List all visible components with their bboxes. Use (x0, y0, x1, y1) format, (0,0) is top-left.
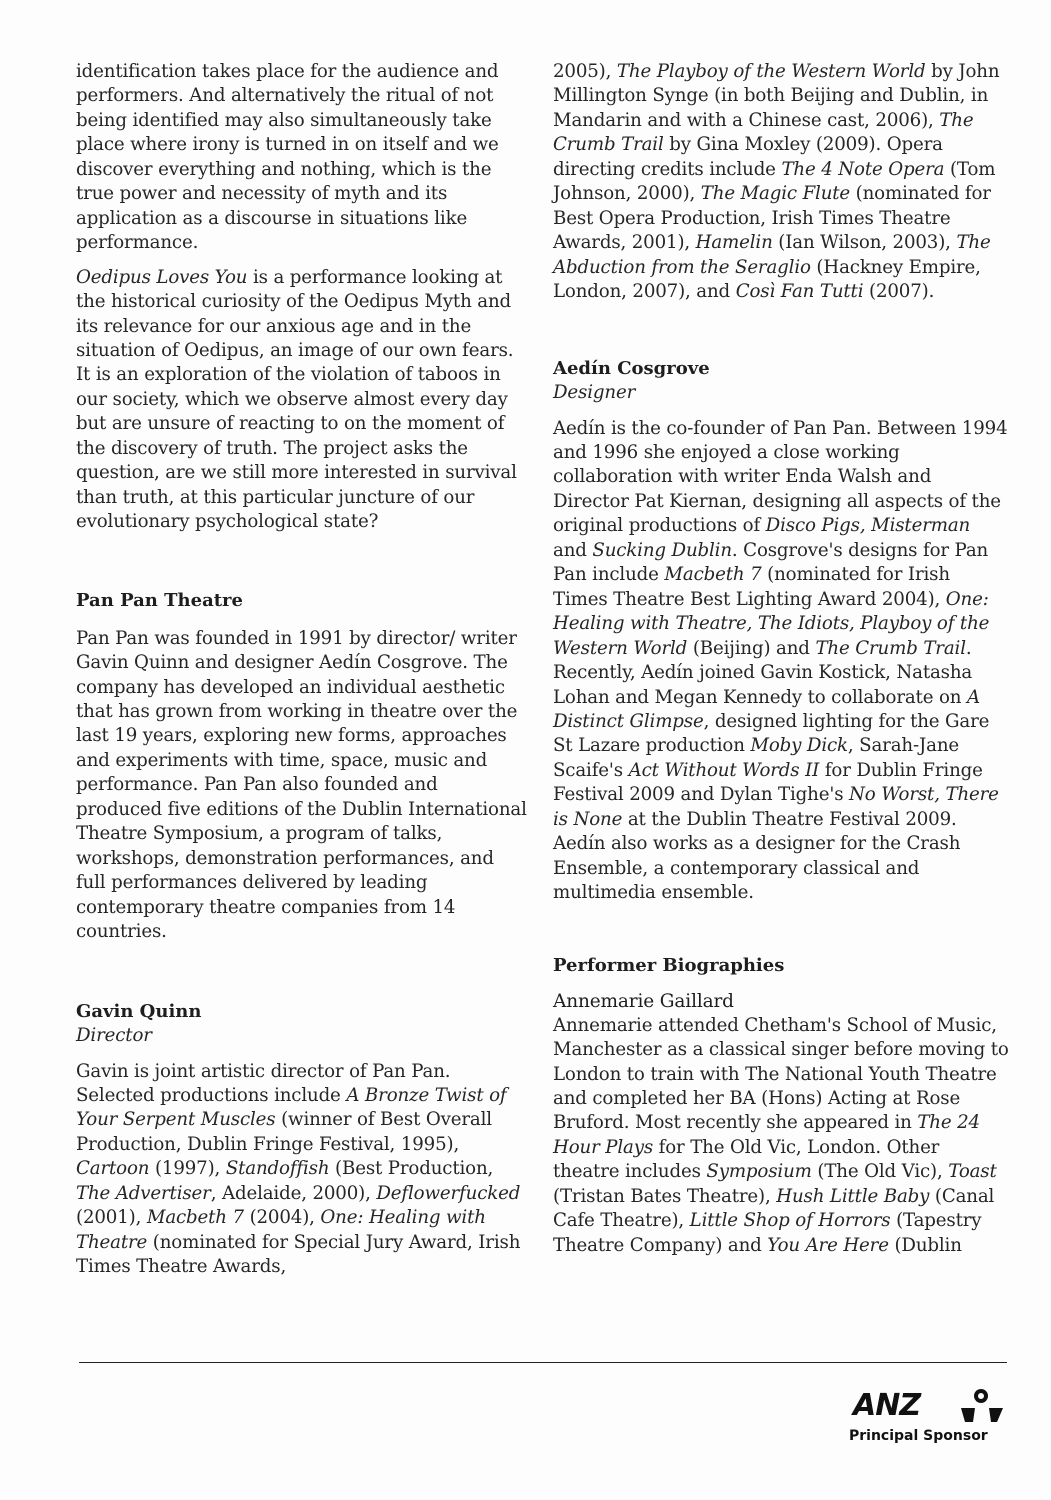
gavin-quinn-bio-continued: 2005), The Playboy of the Western World by John Millington Synge (in both Beijing and Dublin, in Mandarin and with a Chinese cast, 2006), The Crumb Trail by Gina Moxley (2009). Opera directing credits include The 4 Note Opera (Tom Johnson, 2000), The Magic Flute (nominated for Best Opera Production, Irish Times Theatre Awards, 2001), Hamelin (Ian Wilson, 2003), The Abduction from the Seraglio (Hackney Empire, London, 2007), and Così Fan Tutti (2007). (553, 61, 1000, 303)
gavin-quinn-heading: Gavin Quinn (76, 1000, 202, 1022)
pan-pan-heading: Pan Pan Theatre (76, 589, 243, 611)
sponsor-logo (845, 1388, 1015, 1463)
principal-sponsor-label: Principal Sponsor (849, 1428, 988, 1444)
anz-people-icon (955, 1388, 1011, 1428)
oedipus-paragraph: Oedipus Loves You is a performance looking at the historical curiosity of the Oedipus Myth and its relevance for our anxious age and in the situation of Oedipus, an image of our own fears. It is an exploration of the violation of taboos in our society, which we observe almost every day but are unsure of reacting to on the moment of the discovery of truth. The project asks the question, are we still more interested in survival than truth, at this particular juncture of our evolutionary psychological state? (76, 266, 517, 533)
aedin-cosgrove-bio: Aedín is the co-founder of Pan Pan. Between 1994 and 1996 she enjoyed a close working collaboration with writer Enda Walsh and Director Pat Kiernan, designing all aspects of the original productions of Disco Pigs, Misterman and Sucking Dublin. Cosgrove's designs for Pan Pan include Macbeth 7 (nominated for Irish Times Theatre Best Lighting Award 2004), One: Healing with Theatre, The Idiots, Playboy of the Western World (Beijing) and The Crumb Trail. Recently, Aedín joined Gavin Kostick, Natasha Lohan and Megan Kennedy to collaborate on A Distinct Glimpse, designed lighting for the Gare St Lazare production Moby Dick, Sarah-Jane Scaife's Act Without Words II for Dublin Fringe Festival 2009 and Dylan Tighe's No Worst, There is None at the Dublin Theatre Festival 2009. Aedín also works as a designer for the Crash Ensemble, a contemporary classical and multimedia ensemble. (553, 417, 1008, 904)
aedin-cosgrove-heading: Aedín Cosgrove (553, 357, 710, 379)
right-column (553, 60, 1009, 1258)
annemarie-gaillard-heading: Annemarie Gaillard (553, 990, 734, 1012)
annemarie-gaillard-bio: Annemarie attended Chetham's School of Music, Manchester as a classical singer before moving to London to train with The National Youth Theatre and completed her BA (Hons) Acting at Rose Bruford. Most recently she appeared in The 24 Hour Plays for The Old Vic, London. Other theatre includes Symposium (The Old Vic), Toast (Tristan Bates Theatre), Hush Little Baby (Canal Cafe Theatre), Little Shop of Horrors (Tapestry Theatre Company) and You Are Here (Dublin (553, 1014, 1009, 1256)
left-column (76, 60, 528, 1280)
pan-pan-body: Pan Pan was founded in 1991 by director/ writer Gavin Quinn and designer Aedín Cosgrove. The company has developed an individual aesthetic that has grown from working in theatre over the last 19 years, exploring new forms, approaches and experiments with time, space, music and performance. Pan Pan also founded and produced five editions of the Dublin International Theatre Symposium, a program of talks, workshops, demonstration performances, and full performances delivered by leading contemporary theatre companies from 14 countries. (76, 627, 527, 943)
aedin-cosgrove-role: Designer (553, 381, 636, 403)
footer-divider (79, 1362, 1007, 1363)
performer-biographies-heading: Performer Biographies (553, 954, 785, 976)
intro-paragraph: identification takes place for the audience and performers. And alternatively the ritual of not being identified may also simultaneously take place where irony is turned in on itself and we discover everything and nothing, which is the true power and necessity of myth and its application as a discourse in situations like performance. (76, 61, 499, 254)
gavin-quinn-role: Director (76, 1024, 152, 1046)
play-title: Oedipus Loves You (76, 266, 248, 288)
anz-logo-text: ANZ (853, 1388, 921, 1423)
gavin-quinn-bio: Gavin is joint artistic director of Pan Pan. Selected productions include A Bronze Twist of Your Serpent Muscles (winner of Best Overall Production, Dublin Fringe Festival, 1995), Cartoon (1997), Standoffish (Best Production, The Advertiser, Adelaide, 2000), Deflowerfucked (2001), Macbeth 7 (2004), One: Healing with Theatre (nominated for Special Jury Award, Irish Times Theatre Awards, (76, 1060, 521, 1278)
